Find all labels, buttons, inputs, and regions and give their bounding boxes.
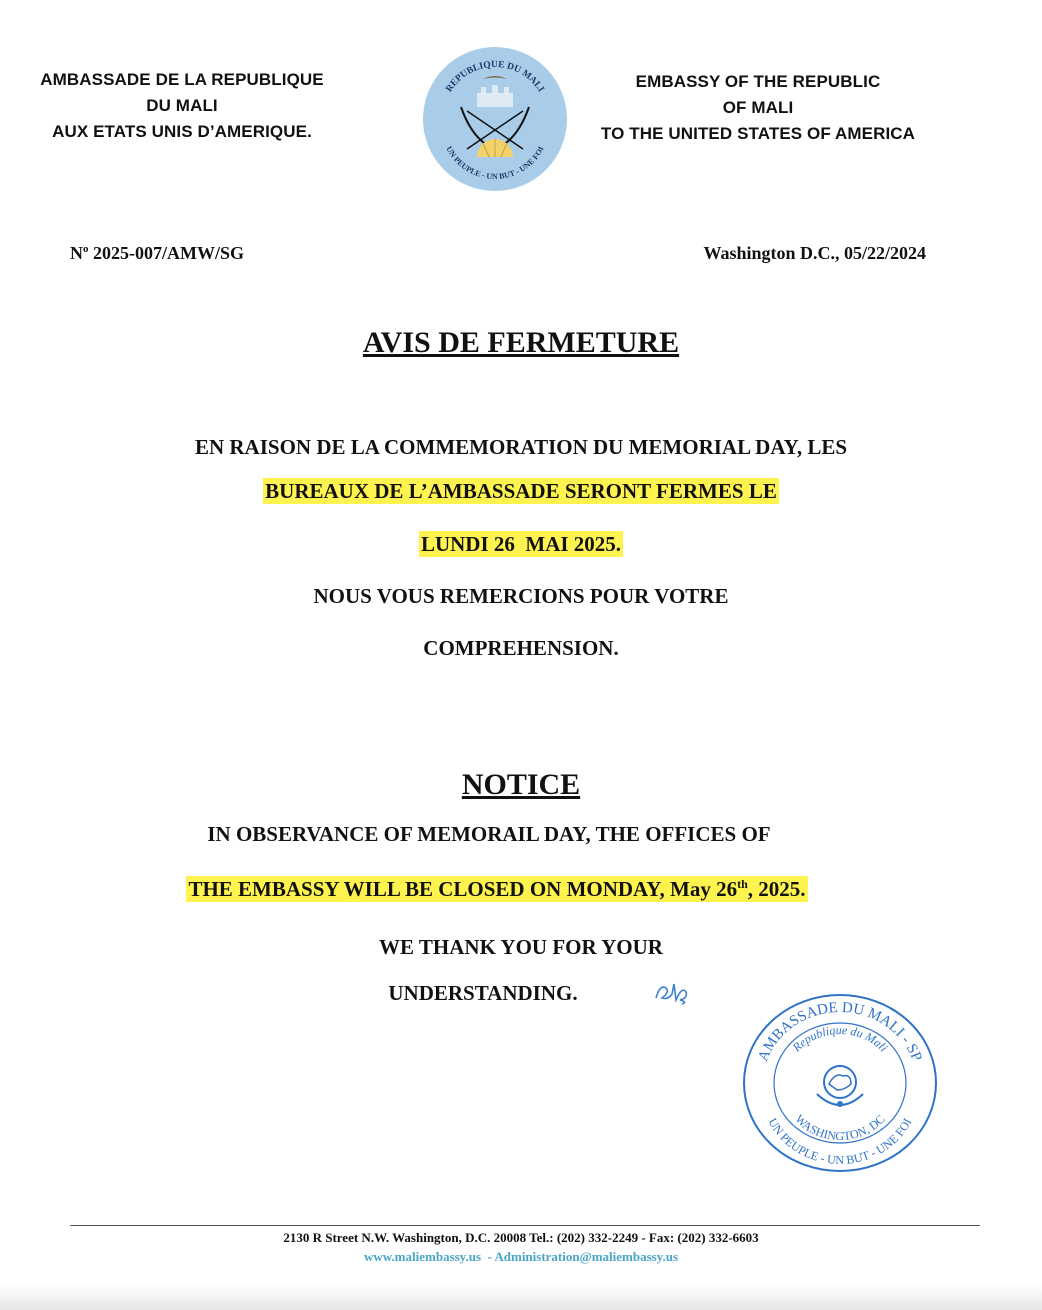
english-line-2-highlight: [186, 876, 807, 902]
french-line-3: [0, 532, 1042, 557]
emblem-top-text: REPUBLIQUE DU MALI: [444, 59, 546, 95]
english-title: NOTICE: [461, 768, 581, 801]
header-french-line3: AUX ETATS UNIS D’AMERIQUE.: [52, 122, 312, 141]
reference-value: 2025-007/AMW/SG: [88, 243, 244, 263]
stamp-outer-text: AMBASSADE DU MALI - SP: [755, 999, 925, 1064]
emblem-bottom-text: UN PEUPLE - UN BUT - UNE FOI: [444, 144, 546, 182]
header-english-line3: TO THE UNITED STATES OF AMERICA: [600, 124, 916, 143]
mali-emblem-seal: [421, 45, 569, 193]
header-french-line2: DU MALI: [146, 96, 218, 115]
header-english-line1: EMBASSY OF THE REPUBLIC: [635, 72, 881, 91]
french-line-4: NOUS VOUS REMERCIONS POUR VOTRE: [313, 584, 729, 608]
english-line-1: IN OBSERVANCE OF MEMORAIL DAY, THE OFFICES OF: [207, 822, 771, 846]
stamp-lower-text: UN PEUPLE - UN BUT - UNE FOI: [765, 1115, 915, 1168]
header-english-block: [588, 69, 928, 147]
french-line-5: COMPREHENSION.: [423, 636, 619, 660]
header-french-block: [22, 67, 342, 145]
english-line-2-sup: th: [737, 877, 748, 891]
stamp-inner-text: Republique du Mali: [789, 1022, 891, 1055]
date-line: Washington D.C., 05/22/2024: [703, 243, 926, 263]
english-line-2-main: THE EMBASSY WILL BE CLOSED ON MONDAY, May 26: [188, 877, 738, 901]
reference-number: [70, 243, 244, 264]
footer-web-links: www.maliembassy.us - Administration@maliembassy.us: [363, 1249, 679, 1264]
header-french-line1: AMBASSADE DE LA REPUBLIQUE: [40, 70, 324, 89]
signature-initials: [652, 978, 692, 1008]
english-line-4: UNDERSTANDING.: [388, 981, 578, 1005]
scan-shadow: [0, 1284, 1042, 1310]
english-line-2: [0, 877, 1018, 902]
english-line-3: WE THANK YOU FOR YOUR: [379, 935, 663, 959]
french-title: AVIS DE FERMETURE: [362, 326, 680, 359]
french-line-2-highlight: BUREAUX DE L’AMBASSADE SERONT FERMES LE: [265, 479, 777, 503]
embassy-stamp: [741, 992, 939, 1174]
french-line-1: EN RAISON DE LA COMMEMORATION DU MEMORIAL DAY, LES: [194, 435, 848, 459]
stamp-city-text: WASHINGTON, DC: [792, 1111, 888, 1144]
footer-address: 2130 R Street N.W. Washington, D.C. 20008 Tel.: (202) 332-2249 - Fax: (202) 332-6603: [283, 1230, 759, 1245]
french-line-2: [0, 479, 1042, 504]
reference-sup: o: [83, 243, 89, 255]
english-line-2-end: , 2025.: [747, 877, 806, 901]
footer-divider: [70, 1225, 980, 1226]
french-line-3-highlight: LUNDI 26 MAI 2025.: [420, 532, 622, 556]
header-english-line2: OF MALI: [722, 98, 794, 117]
reference-prefix: N: [70, 243, 83, 263]
